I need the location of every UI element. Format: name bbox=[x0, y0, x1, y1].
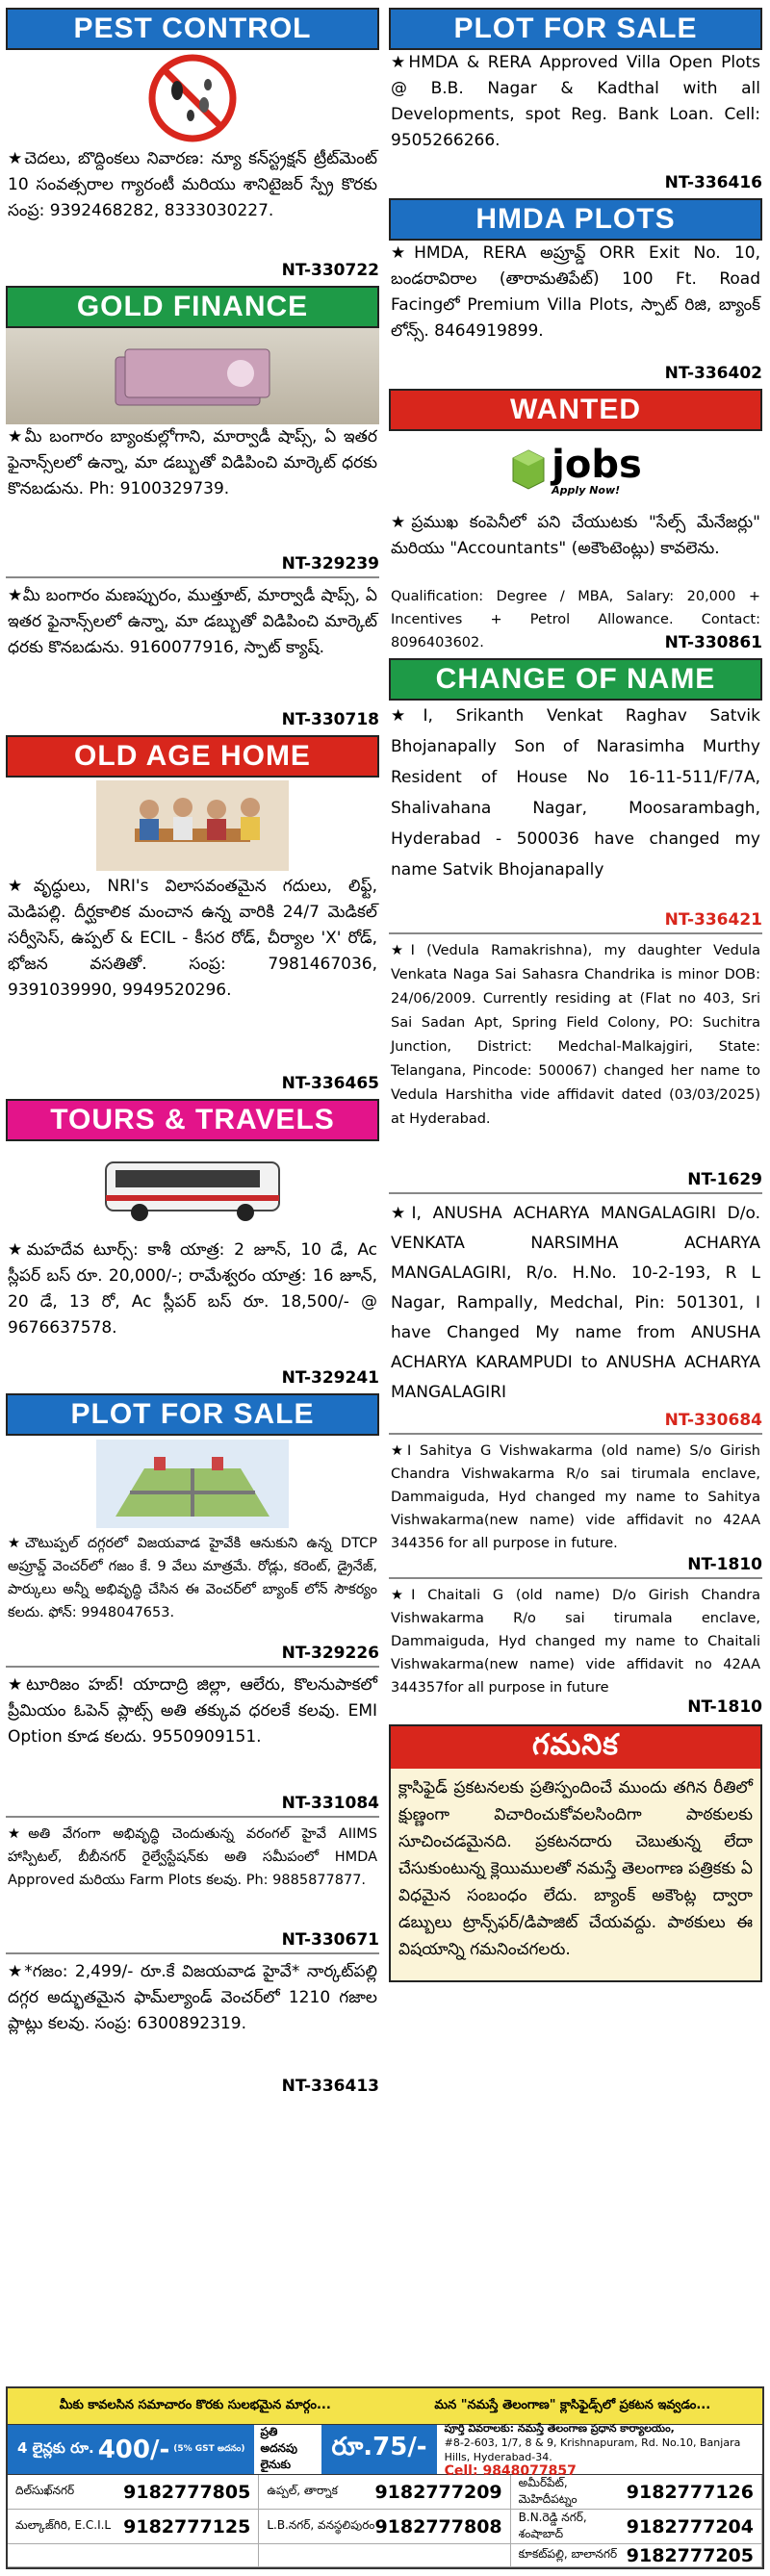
elderly-people-icon bbox=[96, 780, 289, 871]
change-ad-5: ★I Chaitali G (old name) D/o Girish Chandra Vishwakarma R/o sai tirumala enclave, Dammaiguda, Hyd changed my name to Chaitali Vishwakarma(new name) vide affidavit no 42AA 344357for all purpose in future bbox=[391, 1588, 760, 1696]
left-plot-ad-3: ★అతి వేగంగా అభివృద్ధి చెందుతున్న వరంగల్ హైవే AIIMS హాస్పిటల్, బీబీనగర్ రైల్వేస్టేషన్‌కు అతి సమీపంలో HMDA Approved మరియు Farm Plots కలవు. Ph: 9885877877. bbox=[8, 1826, 377, 1888]
pest-image bbox=[6, 50, 379, 146]
tours-image bbox=[6, 1141, 379, 1237]
right-plot-code: NT-336416 bbox=[664, 173, 762, 192]
left-plot-ad-2: ★టూరిజం హబ్! యాదాద్రి జిల్లా, ఆలేరు, కొలనుపాకలో ప్రీమియం ఓపెన్ ప్లాట్స్ అతి తక్కువ ధరలకే కలవు. EMI Option కూడ కలదు. 9550909151. bbox=[8, 1675, 377, 1747]
change-code-5: NT-1810 bbox=[687, 1697, 762, 1717]
gold-finance-header: GOLD FINANCE bbox=[6, 286, 379, 328]
gold-ad-1: ★మీ బంగారం బ్యాంకుల్లోగాని, మార్వాడీ షాప్స్, ఏ ఇతర ఫైనాన్స్‌లలో ఉన్నా, మా డబ్బుతో విడిపించి మార్కెట్ ధరకు కొనబడును. Ph: 9100329739. bbox=[8, 427, 377, 498]
old-age-home-header: OLD AGE HOME bbox=[6, 735, 379, 778]
money-icon bbox=[96, 338, 289, 415]
gold-code-2: NT-330718 bbox=[281, 710, 379, 729]
old-age-ad: ★వృద్ధులు, NRI's విలాసవంతమైన గదులు, లిఫ్ట్, మెడిపల్లి. దీర్ఘకాలిక మంచాన ఉన్న వారికి 24/7 మెడికల్ సర్వీసెస్, ఉప్పల్ & ECIL - కీసర రోడ్, చీర్యాల 'X' రోడ్, భోజన వసతితో. సంప్ర: 7981467036, 9391039990, 9949520296. bbox=[8, 877, 377, 1000]
left-plot-ad-1: ★చౌటుప్పల్ దగ్గరలో విజయవాడ హైవేకి ఆనుకుని ఉన్న DTCP అప్రూవ్డ్ వెంచర్‌లో గజం కే. 9 వేలు మాత్రమే. రోడ్లు, కరెంట్, డ్రైనేజ్, పార్కులు అన్నీ అభివృద్ధి చేసిన ఈ వెంచర్‌లో బ్యాంక్ లోన్ సౌకర్యం కలదు. ఫోన్: 9948047653. bbox=[8, 1536, 377, 1620]
wanted-header: WANTED bbox=[389, 389, 762, 431]
contact-cell: ఉప్పల్, తార్నాక 9182777209 bbox=[259, 2475, 510, 2510]
change-ad-3: ★I, ANUSHA ACHARYA MANGALAGIRI D/o. VENKATA NARSIMHA ACHARYA MANGALAGIRI, R/o. H.No. 10-2-193, R L Nagar, Rampally, Medchal, Pin: 501301, I have Changed My name from ANUSHA ACHARYA KARAMPUDI to ANUSHA ACHARYA MANGALAGIRI bbox=[391, 1204, 760, 1402]
footer-contacts bbox=[8, 2475, 762, 2567]
contact-cell: L.B.నగర్, వనస్థలిపురం 9182777808 bbox=[259, 2510, 510, 2544]
jobs-cube-icon bbox=[509, 446, 548, 495]
change-code-4: NT-1810 bbox=[687, 1555, 762, 1574]
right-column bbox=[389, 8, 762, 1982]
contact-cell bbox=[259, 2544, 510, 2567]
change-ad-2: ★I (Vedula Ramakrishna), my daughter Vedula Venkata Naga Sai Sahasra Chandrika is minor DOB: 24/06/2009. Currently residing at (Flat no 403, Sri Sai Sadan Apt, Spring Field Colony, PO: Suchitra Junction, District: Medchal-Malkajgiri, State: Telangana, Pincode: 500067) changed her name to Vedula Harshitha vide affidavit dated (03/03/2025) at Hyderabad. bbox=[391, 943, 760, 1127]
old-age-image bbox=[6, 778, 379, 874]
tours-code: NT-329241 bbox=[281, 1368, 379, 1388]
contact-cell bbox=[8, 2544, 259, 2567]
change-of-name-header: CHANGE OF NAME bbox=[389, 658, 762, 701]
left-plot-code-4: NT-336413 bbox=[281, 2077, 379, 2096]
price-4-lines: 4 లైన్లకు రూ. 400/- (5% GST అదనం) bbox=[8, 2425, 254, 2474]
contact-cell: అమీర్‌పేట్, మెహిదీపట్నం 9182777126 bbox=[511, 2475, 762, 2510]
old-age-code: NT-336465 bbox=[281, 1074, 379, 1093]
hmda-ad: ★HMDA, RERA అప్రూవ్డ్ ORR Exit No. 10, బండరావిరాల (తారామతిపేట్) 100 Ft. Road Facingలో Premium Villa Plots, స్పాట్ రిజి, బ్యాంక్ లోన్స్. 8464919899. bbox=[391, 243, 760, 341]
tours-travels-header: TOURS & TRAVELS bbox=[6, 1099, 379, 1141]
notice-box bbox=[389, 1724, 762, 1982]
left-plot-code-2: NT-331084 bbox=[281, 1794, 379, 1813]
change-code-1: NT-336421 bbox=[664, 910, 762, 930]
left-plot-code-1: NT-329226 bbox=[281, 1644, 379, 1663]
wanted-ad-1: ★ప్రముఖ కంపెనీలో పని చేయుటకు "సేల్స్ మేనేజర్లు" మరియు "Accountants" (అకౌంటెంట్లు) కావలెను. bbox=[391, 513, 760, 558]
change-code-3: NT-330684 bbox=[664, 1411, 762, 1430]
contact-cell: మల్కాజ్‌గిరి, E.C.I.L 9182777125 bbox=[8, 2510, 259, 2544]
contact-cell: కూకట్‌పల్లి, బాలానగర్ 9182777205 bbox=[511, 2544, 762, 2567]
plot-layout-icon bbox=[96, 1440, 289, 1528]
right-plot-ad: ★HMDA & RERA Approved Villa Open Plots @ B.B. Nagar & Kadthal with all Developments, spot Reg. Bank Loan. Cell: 9505266266. bbox=[391, 53, 760, 150]
bus-icon bbox=[96, 1151, 289, 1228]
wanted-code: NT-330861 bbox=[664, 633, 762, 652]
footer-banner: మీకు కావలసిన సమాచారం కొరకు సులభమైన మార్గం... మన "నమస్తే తెలంగాణ" క్లాసిఫైడ్స్‌లో ప్రకటన ఇవ్వడం... bbox=[8, 2388, 762, 2425]
notice-text: క్లాసిఫైడ్ ప్రకటనలకు ప్రతిస్పందించే ముందు తగిన రీతిలో క్షుణ్ణంగా విచారించుకోవలసిందిగా పాఠకులకు సూచించడమైనది. ప్రకటనదారు చెబుతున్న లేదా చేసుకుంటున్న క్లెయిములతో నమస్తే తెలంగాణ పత్రికకు ఏ విధమైన సంబంధం లేదు. బ్యాంక్ అకౌంట్ల ద్వారా డబ్బులు ట్రాన్స్‌ఫర్/డిపాజిట్ చేయవద్దు. పాఠకులు ఈ విషయాన్ని గమనించగలరు. bbox=[398, 1778, 753, 1959]
change-ad-1: ★I, Srikanth Venkat Raghav Satvik Bhojanapally Son of Narasimha Murthy Resident of House No 16-11-511/F/7A, Shalivahana Nagar, Moosarambagh, Hyderabad - 500036 have changed my name Satvik Bhojanapally bbox=[391, 706, 760, 880]
gold-image bbox=[6, 328, 379, 424]
hmda-plots-header: HMDA PLOTS bbox=[389, 198, 762, 241]
footer-pricing: 4 లైన్లకు రూ. 400/- (5% GST అదనం) ప్రతి అదనపు లైనుకు రూ.75/- పూర్తి వివరాలకు: నమస్తే తెలంగాణ ప్రధాన కార్యాలయం, #8-2-603, 1/7, 8 & 9, Krishnapuram, Rd. No.10, Banjara Hills, Hyderabad-34. Cell: 9848077857 bbox=[8, 2425, 762, 2475]
right-plot-header: PLOT FOR SALE bbox=[389, 8, 762, 50]
pest-code: NT-330722 bbox=[281, 261, 379, 280]
left-plot-ad-4: ★*గజం: 2,499/- రూ.కే విజయవాడ హైవే* నార్కట్‌పల్లి దగ్గర అద్భుతమైన ఫామ్‌ల్యాండ్ వెంచర్‌లో 1210 గజాల ప్లాట్లు కలవు. సంప్ర: 6300892319. bbox=[8, 1962, 377, 2033]
no-pest-icon bbox=[135, 52, 250, 144]
notice-title: గమనిక bbox=[391, 1726, 760, 1769]
gold-ad-2: ★మీ బంగారం మణప్పురం, ముత్తూట్, మార్వాడీ షాప్స్, ఏ ఇతర ఫైనాన్స్‌లలో ఉన్నా, మా డబ్బుతో విడిపించి మార్కెట్ ధరకు కొనబడును. 9160077916, స్పాట్ క్యాష్. bbox=[8, 586, 377, 657]
pest-control-header: PEST CONTROL bbox=[6, 8, 379, 50]
tours-ad: ★మహదేవ టూర్స్: కాశీ యాత్ర: 2 జూన్, 10 డే, Ac స్లీపర్ బస్ రూ. 20,000/-; రామేశ్వరం యాత్ర: 16 జూన్, 20 డే, 13 రో, Ac స్లీపర్ బస్ రూ. 18,500/- @ 9676637578. bbox=[8, 1240, 377, 1338]
change-ad-4: ★I Sahitya G Vishwakarma (old name) S/o Girish Chandra Vishwakarma R/o sai tirumala enclave, Dammaiguda, Hyd changed my name to Sahitya Vishwakarma(new name) vide affidavit no 42AA 344356 for all purpose in future. bbox=[391, 1443, 760, 1551]
jobs-logo: jobs Apply Now! bbox=[389, 431, 762, 510]
hmda-code: NT-336402 bbox=[664, 364, 762, 383]
pest-ad: ★చెదలు, బొద్దింకలు నివారణ: న్యూ కన్‌స్ట్రక్షన్ ట్రీట్‌మెంట్ 10 సంవత్సరాల గ్యారంటీ మరియు శానిటైజర్ స్ప్రే కొరకు సంప్ర: 9392468282, 8333030227. bbox=[8, 149, 377, 220]
left-column bbox=[6, 8, 379, 2096]
gold-code-1: NT-329239 bbox=[281, 554, 379, 574]
change-code-2: NT-1629 bbox=[687, 1170, 762, 1189]
contact-cell: B.N.రెడ్డి నగర్, శంషాబాద్ 9182777204 bbox=[511, 2510, 762, 2544]
office-info: పూర్తి వివరాలకు: నమస్తే తెలంగాణ ప్రధాన కార్యాలయం, #8-2-603, 1/7, 8 & 9, Krishnapuram, Rd. No.10, Banjara Hills, Hyderabad-34. Cell: 9848077857 bbox=[444, 2421, 741, 2479]
left-plot-code-3: NT-330671 bbox=[281, 1930, 379, 1950]
left-plot-header: PLOT FOR SALE bbox=[6, 1393, 379, 1436]
price-extra-line: రూ.75/- bbox=[321, 2425, 436, 2474]
wanted-ad-2: Qualification: Degree / MBA, Salary: 20,000 + Incentives + Petrol Allowance. Contact: 8096403602. bbox=[391, 589, 760, 650]
contact-cell: దిల్‌సుఖ్‌నగర్ 9182777805 bbox=[8, 2475, 259, 2510]
footer bbox=[6, 2386, 764, 2569]
plot-image bbox=[6, 1436, 379, 1532]
